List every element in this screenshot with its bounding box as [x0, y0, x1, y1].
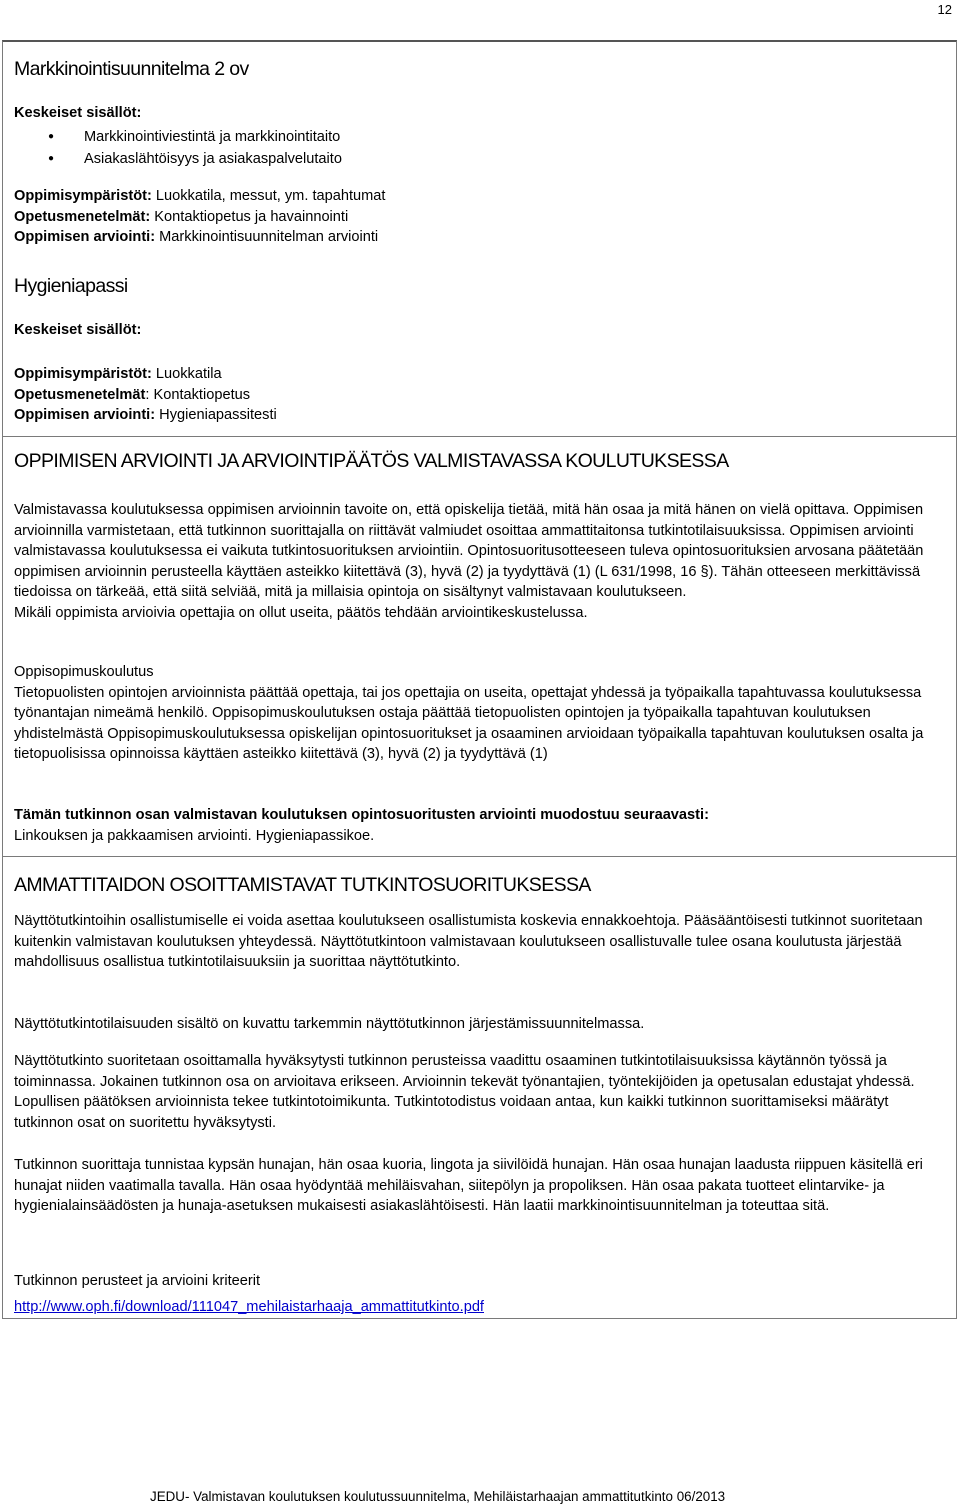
- marketing-env: [14, 186, 944, 207]
- marketing-items: [14, 126, 944, 170]
- assessment-summary: [14, 805, 944, 846]
- criteria-link[interactable]: http://www.oph.fi/download/111047_mehilaistarhaaja_ammattitutkinto.pdf: [14, 1299, 484, 1315]
- criteria-block: [14, 1268, 944, 1320]
- hygiene-content-label: Keskeiset sisällöt:: [14, 322, 142, 338]
- eval-value: Hygieniapassitesti: [155, 407, 277, 423]
- section-divider: [2, 856, 957, 857]
- page-number: 12: [937, 2, 952, 17]
- assessment-body: [14, 500, 944, 623]
- env-label: Oppimisympäristöt:: [14, 366, 152, 382]
- eval-label: Oppimisen arviointi:: [14, 229, 156, 245]
- hygiene-env: [14, 364, 944, 385]
- criteria-label: Tutkinnon perusteet ja arvioini kriteerit: [14, 1273, 261, 1289]
- list-item: ● Asiakaslähtöisyys ja asiakaspalvelutaito: [14, 148, 944, 170]
- env-value: Luokkatila, messut, ym. tapahtumat: [151, 188, 386, 204]
- summary-text: Linkouksen ja pakkaamisen arviointi. Hygieniapassikoe.: [14, 827, 375, 844]
- marketing-content: [14, 103, 944, 170]
- method-value: Kontaktiopetus ja havainnointi: [150, 208, 349, 225]
- hygiene-method: [14, 385, 944, 406]
- method-label: Opetusmenetelmät:: [14, 208, 151, 225]
- marketing-eval: [14, 227, 944, 248]
- competence-paragraph: Tutkinnon suorittaja tunnistaa kypsän hunajan, hän osaa kuoria, lingota ja siivilöidä hunajan. Hän osaa hunajan laadusta riippuen käsitellä eri hunajat niiden vaatimalla tavalla. Hän osaa hyödyntää mehiläisvahan, siitepölyn ja propoliksen. Hän osaa pakata tuotteet elintarvike- ja hygienialainsäädösten ja hunaja-asetuksen mukaisesti asiakaslähtöisesti. Hän laatii markkinointisuunnitelman ja toteuttaa sitä.: [14, 1157, 923, 1214]
- list-item: ● Markkinointiviestintä ja markkinointitaito: [14, 126, 944, 148]
- apprenticeship-title: Oppisopimuskoulutus: [14, 664, 154, 680]
- eval-value: Markkinointisuunnitelman arviointi: [155, 229, 379, 245]
- page-footer: JEDU- Valmistavan koulutuksen koulutussuunnitelma, Mehiläistarhaajan ammattitutkinto 06/2013: [150, 1489, 726, 1504]
- marketing-details: [14, 186, 944, 248]
- competence-paragraph: Näyttötutkintotilaisuuden sisältö on kuvattu tarkemmin näyttötutkinnon järjestämissuunnitelmassa.: [14, 1016, 645, 1032]
- apprenticeship-block: [14, 662, 944, 765]
- marketing-title: Markkinointisuunnitelma 2 ov: [14, 58, 249, 80]
- hygiene-title: Hygieniapassi: [14, 275, 128, 297]
- marketing-content-label: Keskeiset sisällöt:: [14, 105, 142, 121]
- competence-paragraph: Näyttötutkintoihin osallistumiselle ei voida asettaa koulutukseen osallistumista koskevia ennakkoehtoja. Pääsääntöisesti tutkinnot suoritetaan kuitenkin valmistavan koulutuksen yhteydessä. Näyttötutkintoon valmistavaan koulutukseen osallistuvalle tulee osana koulutusta järjestää mahdollisuus osallistua tutkintotilaisuuksiin ja suorittaa näyttötutkinto.: [14, 913, 923, 970]
- summary-title: Tämän tutkinnon osan valmistavan koulutuksen opintosuoritusten arviointi muodostuu seuraavasti:: [14, 807, 709, 823]
- hygiene-details: [14, 364, 944, 426]
- env-label: Oppimisympäristöt:: [14, 188, 152, 204]
- section-divider: [2, 436, 957, 437]
- competence-title: AMMATTITAIDON OSOITTAMISTAVAT TUTKINTOSUORITUKSESSA: [14, 874, 591, 896]
- method-label: Opetusmenetelmät: [14, 386, 146, 403]
- method-value: : Kontaktiopetus: [145, 386, 251, 403]
- assessment-paragraph: Valmistavassa koulutuksessa oppimisen arvioinnin tavoite on, että opiskelija tietää, mitä hän osaa ja mitä hänen on vielä opittava. Oppimisen arvioinnilla varmistetaan, että tutkinnon suorittajalla on riittävät valmiudet osoittaa ammattitaitonsa tutkintotilaisuuksissa. Oppimisen arviointi valmistavassa koulutuksessa ei vaikuta tutkintosuorituksen arviointiin. Opintosuoritusotteeseen tuleva opintosuorituksien arvosana päätetään oppimisen arvioinnin perusteella käyttäen asteikko kiitettävä (3), hyvä (2) ja tyydyttävä (1) (L 631/1998, 16 §). Tähän otteeseen merkittävissä tiedoissa on tärkeää, että siitä selviää, mitä ja millaisia opintoja on sisältynyt valmistavaan koulutukseen.: [14, 502, 924, 600]
- env-value: Luokkatila: [151, 366, 222, 382]
- hygiene-eval: [14, 405, 944, 426]
- competence-paragraph: Näyttötutkinto suoritetaan osoittamalla hyväksytysti tutkinnon perusteissa vaadittu osaaminen tutkintotilaisuuksissa käytännön työssä ja toiminnassa. Jokainen tutkinnon osa on arvioitava erikseen. Arvioinnin tekevät työnantajien, työntekijöiden ja opetusalan edustajat yhdessä. Lopullisen päätöksen arvioinnista tekee tutkintotoimikunta. Tutkintotodistus voidaan antaa, kun kaikki tutkinnon suorittamiseksi määrätyt tutkinnon osat on suoritettu hyväksytysti.: [14, 1053, 915, 1131]
- marketing-method: [14, 207, 944, 228]
- apprenticeship-text: Tietopuolisten opintojen arvioinnista päättää opettaja, tai jos opettajia on useita, opettajat yhdessä ja työpaikalla tapahtuvassa koulutuksessa työnantajan nimeämä henkilö. Oppisopimuskoulutuksen ostaja päättää tietopuolisten opintojen ja työpaikalla tapahtuvan koulutuksen yhdistelmästä Oppisopimuskoulutuksessa opiskelijan opintosuoritukset ja osaaminen arvioidaan työpaikalla tapahtuvan koulutuksen osalta ja tietopuolisissa opinnoissa käyttäen asteikko kiitettävä (3), hyvä (2) ja tyydyttävä (1): [14, 684, 924, 762]
- assessment-title: OPPIMISEN ARVIOINTI JA ARVIOINTIPÄÄTÖS VALMISTAVASSA KOULUTUKSESSA: [14, 450, 729, 472]
- assessment-paragraph: Mikäli oppimista arvioivia opettajia on ollut useita, päätös tehdään arviointikeskustelussa.: [14, 604, 588, 621]
- eval-label: Oppimisen arviointi:: [14, 407, 156, 423]
